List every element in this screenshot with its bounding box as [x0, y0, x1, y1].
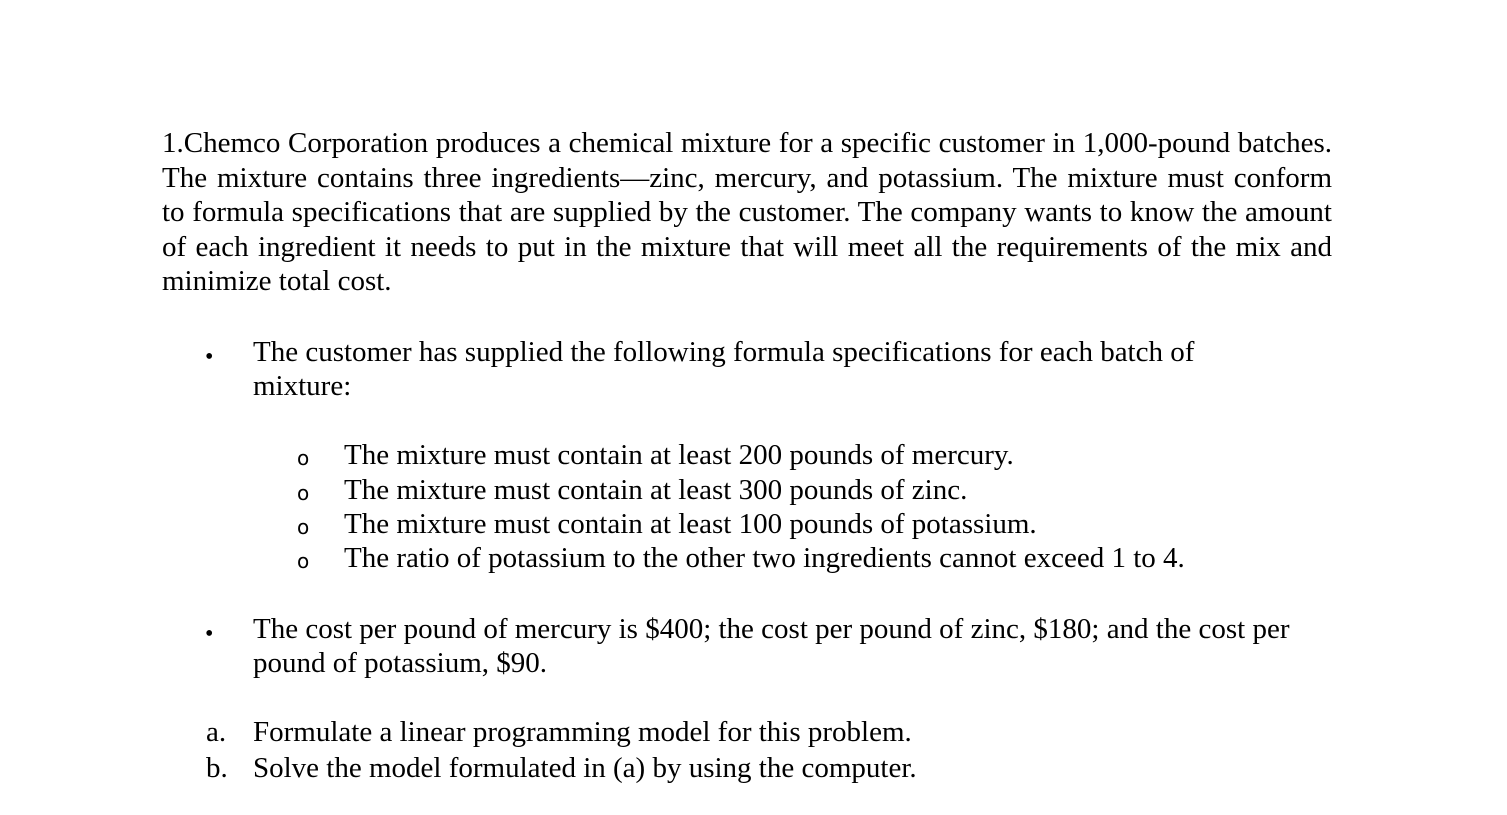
sub-bullet-marker: o [297, 515, 310, 539]
question-a-marker: a. [206, 716, 227, 748]
bullet-2-line-2: pound of potassium, $90. [253, 647, 548, 679]
sub-bullet-marker: o [297, 549, 310, 573]
specification-item: The mixture must contain at least 100 pounds of potassium. [344, 508, 1037, 540]
question-b-marker: b. [206, 752, 228, 784]
specification-item: The ratio of potassium to the other two ingredients cannot exceed 1 to 4. [344, 542, 1185, 574]
bullet-1-line-1: The customer has supplied the following formula specifications for each batch of [253, 336, 1195, 368]
bullet-2-line-1: The cost per pound of mercury is $400; the cost per pound of zinc, $180; and the cost per [253, 613, 1290, 645]
bullet-1-line-2: mixture: [253, 370, 352, 402]
problem-intro: 1.Chemco Corporation produces a chemical mixture for a specific customer in 1,000-pound batches. The mixture contains three ingredients—zinc, mercury, and potassium. The mixture must conform to formula specifications that are supplied by the customer. The company wants to know the amount of each ingredient it needs to put in the mixture that will meet all the requirements of the mix and minimize total cost. [162, 127, 1332, 298]
question-b-text: Solve the model formulated in (a) by using the computer. [253, 752, 917, 784]
specification-item: The mixture must contain at least 300 pounds of zinc. [344, 474, 968, 506]
bullet-marker: • [205, 621, 214, 647]
specification-item: The mixture must contain at least 200 pounds of mercury. [344, 439, 1014, 471]
question-a-text: Formulate a linear programming model for this problem. [253, 716, 912, 748]
bullet-marker: • [205, 344, 214, 370]
sub-bullet-marker: o [297, 446, 310, 470]
sub-bullet-marker: o [297, 481, 310, 505]
